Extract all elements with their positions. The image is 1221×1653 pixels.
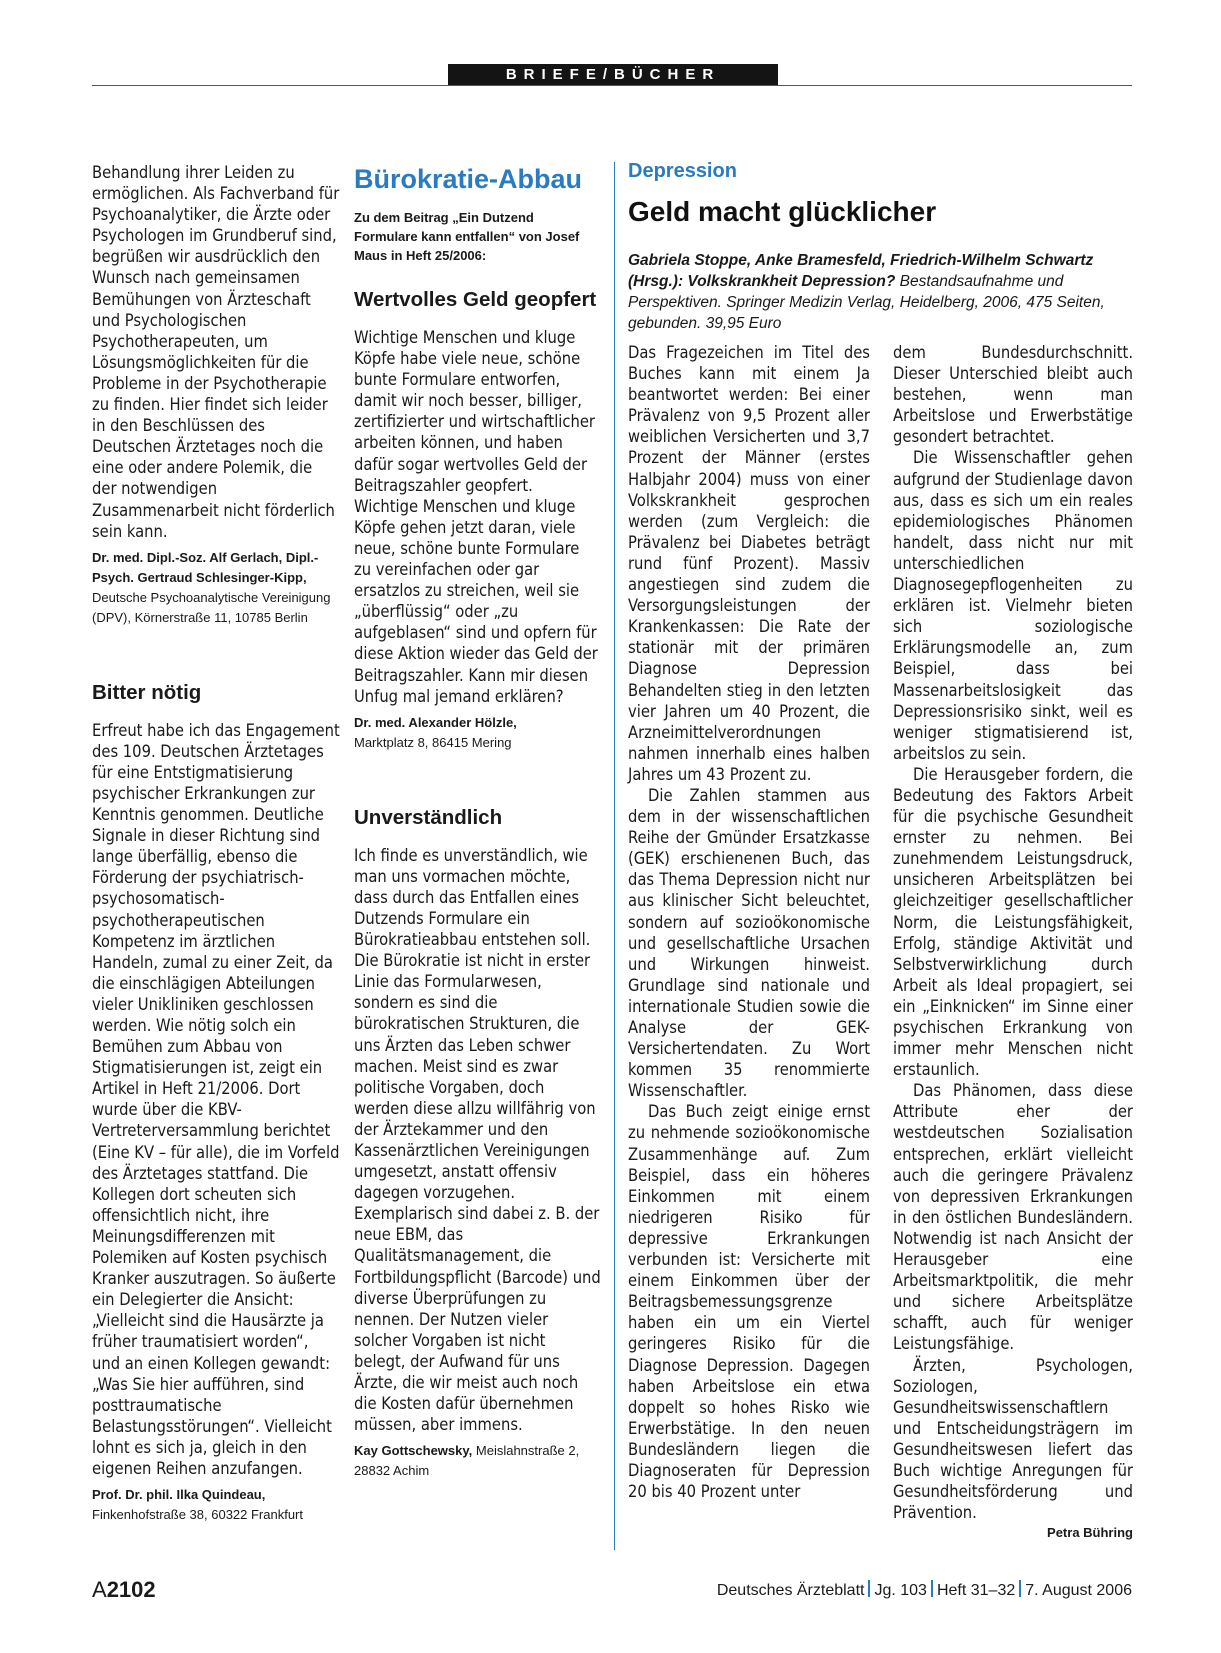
footer-separator bbox=[868, 1580, 870, 1597]
letter-text: Ich finde es unverständlich, wie man uns vormachen möchte, dass durch das Entfallen eines Dutzends Formulare ein Bürokratieabbau entstehen soll. bbox=[354, 845, 591, 950]
page-number-value: 2102 bbox=[106, 1577, 156, 1602]
letter-text: Behandlung ihrer Leiden zu ermöglichen. Als Fachverband für Psychoanalytiker, die Ärzte oder Psychologen im Grundberuf sind, begrüßen wir ausdrücklich den Wunsch nach gemeinsamen Bemühungen von Ärzteschaft und Psychologischen Psychotherapeuten, um Lösungsmöglichkeiten für die Probleme in der Psychotherapie zu finden. Hier findet sich leider in den Beschlüssen des Deutschen Ärztetages noch die eine oder andere Polemik, die der notwendigen Zusammenarbeit nicht förderlich sein kann. bbox=[92, 163, 340, 541]
bibliography bbox=[628, 250, 1133, 334]
topic-title: Bürokratie-Abbau bbox=[354, 164, 583, 194]
bibliography-authors: Gabriela Stoppe, Anke Bramesfeld, Friedrich-Wilhelm Schwartz (Hrsg.): Volkskrankheit Depression? bbox=[628, 252, 1094, 290]
letter-headline: Unverständlich bbox=[354, 805, 503, 829]
review-paragraph: dem Bundesdurchschnitt. Dieser Unterschied bleibt auch bestehen, wenn man Arbeitslose und Erwerbstätige gesondert betrachtet. bbox=[893, 343, 1133, 447]
review-kicker: Depression bbox=[628, 160, 737, 182]
signature-address: Meislahnstraße 2, 28832 Achim bbox=[354, 1443, 580, 1479]
review-column-1 bbox=[628, 342, 870, 1502]
letter-text: Die Bürokratie ist nicht in erster Linie das Formularwesen, sondern es sind die bürokratischen Strukturen, die uns Ärzten das Leben schwer machen. Meist sind es zwar politische Vorgaben, doch werden diese allzu willfährig von der Ärztekammer und den Kassenärztlichen Vereinigungen umgesetzt, anstatt offensiv dagegen vorzugehen. Exemplarisch sind dabei z. B. der neue EBM, das Qualitätsmanagement, die Fortbildungspflicht (Barcode) und diverse Überprüfungen zu nennen. Der Nutzen vieler solcher Vorgaben ist nicht belegt, der Aufwand für uns Ärzte, die wir meist auch noch die Kosten dafür übernehmen müssen, aber immens. bbox=[354, 951, 601, 1435]
letter-signature-name bbox=[354, 1441, 601, 1481]
letter-signature-name: Dr. med. Dipl.-Soz. Alf Gerlach, Dipl.-Psych. Gertraud Schlesinger-Kipp, bbox=[92, 549, 319, 585]
column-divider bbox=[614, 162, 615, 1550]
letter-signature-address: Deutsche Psychoanalytische Vereinigung (DPV), Körnerstraße 11, 10785 Berlin bbox=[92, 589, 331, 625]
review-paragraph: Die Zahlen stammen aus dem in der wissenschaftlichen Reihe der Gmünder Ersatzkasse (GEK) erschienenen Buch, das das Thema Depression nicht nur aus klinischer Sicht beleuchtet, sondern auf sozioökonomische und gesellschaftliche Ursachen und Wirkungen hinweist. Grundlage sind nationale und internationale Studien sowie die Analyse der GEK-Versichertendaten. Zu Wort kommen 35 renommierte Wissenschaftler. bbox=[628, 785, 870, 1101]
journal-volume: Jg. 103 bbox=[874, 1582, 927, 1599]
review-title: Geld macht glücklicher bbox=[628, 196, 937, 227]
review-paragraph: Das Phänomen, dass diese Attribute eher der westdeutschen Sozialisation entsprechen, erklärt vielleicht auch die geringere Prävalenz von depressiven Erkrankungen in den östlichen Bundesländern. Notwendig ist nach Ansicht der Herausgeber eine Arbeitsmarktpolitik, die mehr und sichere Arbeitsplätze schafft, auch für weniger Leistungsfähige. bbox=[893, 1081, 1133, 1354]
page-prefix: A bbox=[92, 1577, 107, 1602]
journal-name: Deutsches Ärzteblatt bbox=[716, 1582, 865, 1599]
journal-issue: Heft 31–32 bbox=[936, 1582, 1016, 1599]
review-paragraph: Die Wissenschaftler gehen aufgrund der Studienlage davon aus, dass es sich um ein reales epidemiologisches Phänomen handelt, dass nicht nur mit unterschiedlichen Diagnosegepflogenheiten zu erklären ist. Vielmehr bieten sich soziologische Erklärungsmodelle an, zum Beispiel, dass bei Massenarbeitslosigkeit das Depressionsrisiko sinkt, weil es weniger stigmatisierend ist, arbeitslos zu sein. bbox=[893, 448, 1133, 763]
footer-separator bbox=[1019, 1580, 1021, 1597]
section-header: BRIEFE/BÜCHER bbox=[448, 64, 778, 85]
letter-headline: Bitter nötig bbox=[92, 680, 202, 704]
letters-column-1 bbox=[92, 162, 340, 1525]
letter-headline: Wertvolles Geld geopfert bbox=[354, 288, 597, 311]
bibliography-details: Bestandsaufnahme und Perspektiven. Springer Medizin Verlag, Heidelberg, 2006, 475 Seiten, gebunden. 39,95 Euro bbox=[628, 273, 1105, 332]
review-paragraph: Ärzten, Psychologen, Soziologen, Gesundheitswissenschaftlern und Entscheidungsträgern im Gesundheitswesen liefert das Buch wichtige Anregungen für Gesundheitsförderung und Prävention. bbox=[893, 1355, 1133, 1523]
journal-footer bbox=[717, 1580, 1132, 1600]
signature-name: Kay Gottschewsky, bbox=[354, 1443, 473, 1459]
reviewer-name: Petra Bühring bbox=[1047, 1525, 1133, 1541]
journal-date: 7. August 2006 bbox=[1025, 1582, 1132, 1599]
letter-text: Erfreut habe ich das Engagement des 109. Deutschen Ärztetages für eine Entstigmatisierung psychischer Erkrankungen zur Kenntnis genommen. Deutliche Signale in dieser Richtung sind lange überfällig, ebenso die Förderung der psychiatrisch-psychosomatisch-psychotherapeutischen Kompetenz im ärztlichen Handeln, zumal zu einer Zeit, da die einschlägigen Abteilungen vieler Unikliniken geschlossen werden. Wie nötig solch ein Bemühen zum Abbau von Stigmatisierungen ist, zeigt ein Artikel in Heft 21/2006. Dort wurde über die KBV-Vertreterversammlung berichtet (Eine KV – für alle), die im Vorfeld des Ärztetages stattfand. Die Kollegen dort scheuten sich offensichtlich nicht, ihre Meinungsdifferenzen mit Polemiken auf Kosten psychisch Kranker auszutragen. So äußerte ein Delegierter die Ansicht: „Vielleicht sind die Hausärzte ja früher traumatisiert worden“, und an einen Kollegen gewandt: „Was Sie hier aufführen, sind posttraumatische Belastungsstörungen“. Vielleicht lohnt es sich ja, gleich in den eigenen Reihen anzufangen. bbox=[92, 720, 340, 1478]
review-column-2 bbox=[893, 342, 1133, 1540]
letter-signature-address: Finkenhofstraße 38, 60322 Frankfurt bbox=[92, 1507, 304, 1523]
letter-text: Wichtige Menschen und kluge Köpfe habe viele neue, schöne bunte Formulare entworfen, damit wir noch besser, billiger, zertifizierter und wirtschaftlicher arbeiten können, und haben dafür sogar wertvolles Geld der Beitragszahler geopfert. Wichtige Menschen und kluge Köpfe gehen jetzt daran, viele neue, schöne bunte Formulare zu vereinfachen oder gar ersatzlos zu streichen, weil sie „überflüssig“ oder „zu aufgeblasen“ sind und opfern für diese Aktion wieder das Geld der Beitragszahler. Kann mir diesen Unfug mal jemand erklären? bbox=[354, 328, 598, 706]
review-paragraph: Das Fragezeichen im Titel des Buches kann mit einem Ja beantwortet werden: Bei einer Prävalenz von 9,5 Prozent aller weiblichen Versicherten und 3,7 Prozent der Männer (erstes Halbjahr 2004) muss von einer Volkskrankheit gesprochen werden (zum Vergleich: die Prävalenz bei Diabetes beträgt rund fünf Prozent). Massiv angestiegen sind zudem die Versorgungsleistungen der Krankenkassen: Die Rate der stationär mit der primären Diagnose Depression Behandelten stieg in den letzten vier Jahren um 40 Prozent, die Arzneimittelverordnungen nahmen innerhalb eines halben Jahres um 43 Prozent zu. bbox=[628, 343, 870, 784]
page-number bbox=[92, 1577, 156, 1603]
letters-column-2 bbox=[354, 162, 601, 1481]
letter-signature-name: Prof. Dr. phil. Ilka Quindeau, bbox=[92, 1487, 266, 1503]
header-rule bbox=[92, 85, 1132, 86]
article-reference: Zu dem Beitrag „Ein Dutzend Formulare kann entfallen“ von Josef Maus in Heft 25/2006: bbox=[354, 210, 580, 263]
letter-signature-name: Dr. med. Alexander Hölzle, bbox=[354, 714, 517, 730]
letter-signature-address: Marktplatz 8, 86415 Mering bbox=[354, 734, 512, 750]
review-paragraph: Die Herausgeber fordern, die Bedeutung des Faktors Arbeit für die psychische Gesundheit ernster zu nehmen. Bei zunehmendem Leistungsdruck, unsicheren Arbeitsplätzen bei gleichzeitiger gesellschaftlicher Norm, die Leistungsfähigkeit, Erfolg, ständige Aktivität und Selbstverwirklichung durch Arbeit als Ideal propagiert, sei ein „Einknicken“ im Sinne einer psychischen Erkrankung von immer mehr Menschen nicht erstaunlich. bbox=[893, 764, 1133, 1080]
review-paragraph: Das Buch zeigt einige ernst zu nehmende sozioökonomische Zusammenhänge auf. Zum Beispiel, dass ein höheres Einkommen mit einem niedrigeren Risiko für depressive Erkrankungen verbunden ist: Versicherte mit einem Einkommen über der Beitragsbemessungsgrenze haben ein um ein Viertel geringeres Risiko für die Diagnose Depression. Dagegen haben Arbeitslose ein etwa doppelt so hohes Risko wie Erwerbstätige. In den neuen Bundesländern liegen die Diagnoseraten für Depression 20 bis 40 Prozent unter bbox=[628, 1102, 870, 1502]
footer-separator bbox=[931, 1580, 933, 1597]
